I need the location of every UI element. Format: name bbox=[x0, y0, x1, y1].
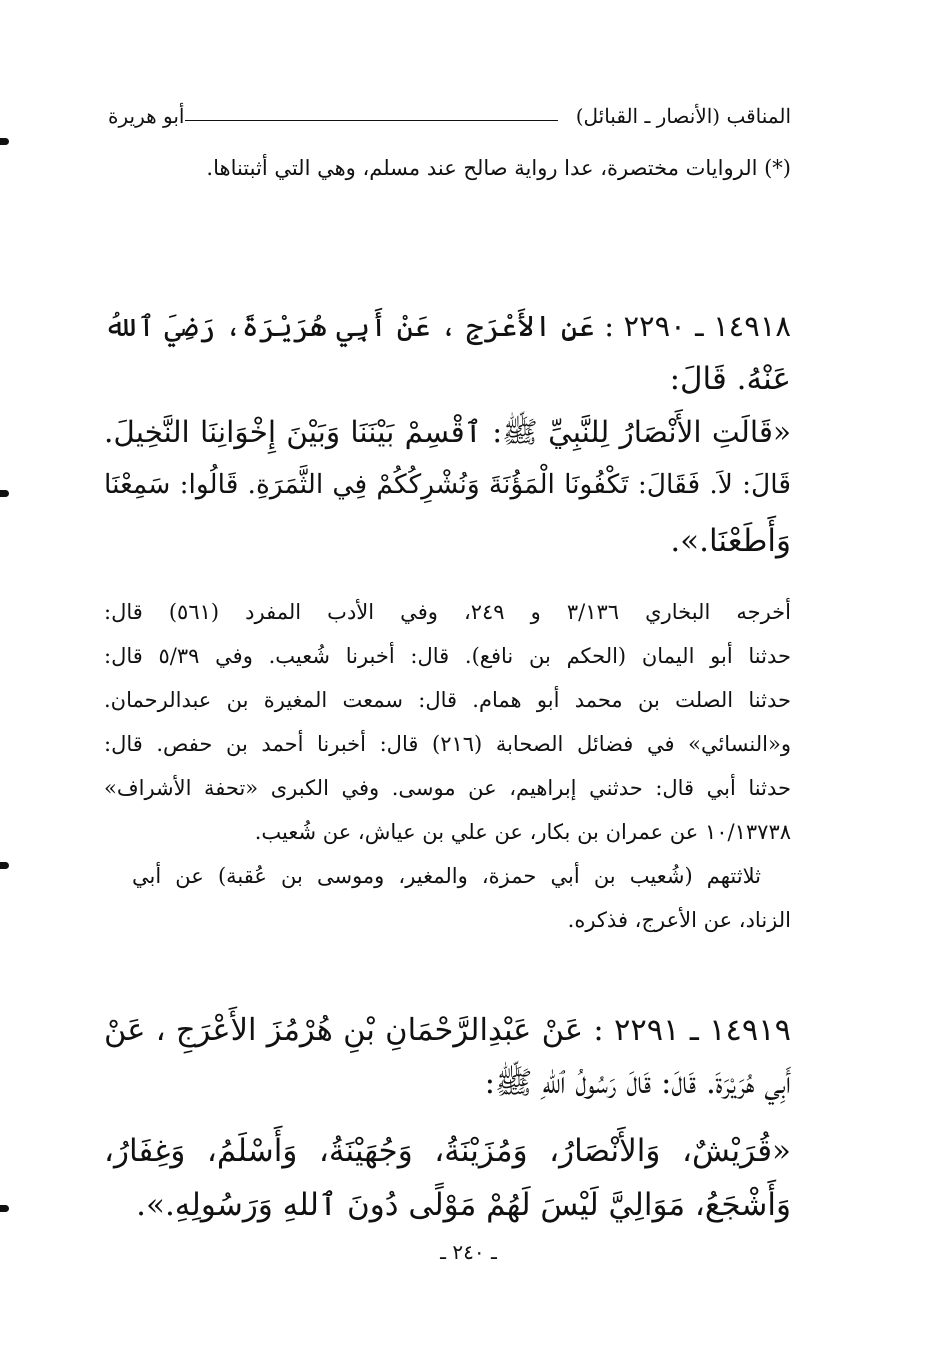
takhrij-line-8: الزناد، عن الأعرج، فذكره. bbox=[567, 908, 791, 932]
hadith-2-line-2: أَبِي هُرَيْرَةَ. قَالَ: قَالَ رَسُولُ ٱللهِ ﷺ: bbox=[484, 1065, 791, 1101]
running-header-chapter: المناقب (الأنصار ـ القبائل) bbox=[575, 104, 791, 128]
takhrij-line-5: حدثنا أبي قال: حدثني إبراهيم، عن موسى. وفي الكبرى «تحفة الأشراف» bbox=[104, 776, 791, 800]
hadith-1-line-1: ١٤٩١٨ ـ ٢٢٩٠ : عَنِ الأَعْرَجِ ، عَنْ أَبِي هُرَيْرَةَ، رَضِيَ ٱللهُ bbox=[104, 309, 791, 343]
running-header-narrator: أبو هريرة bbox=[108, 104, 185, 128]
hadith-2-line-3: «قُرَيْشٌ، وَالأَنْصَارُ، وَمُزَيْنَةُ، وَجُهَيْنَةُ، وَأَسْلَمُ، وَغِفَارُ، bbox=[104, 1133, 791, 1169]
scan-edge-mark bbox=[0, 1205, 9, 1212]
header-rule bbox=[185, 120, 558, 121]
takhrij-line-4: و«النسائي» في فضائل الصحابة (٢١٦) قال: أخبرنا أحمد بن حفص. قال: bbox=[104, 732, 791, 756]
hadith-2-line-4: وَأَشْجَعُ، مَوَالِيَّ لَيْسَ لَهُمْ مَوْلًى دُونَ ٱللهِ وَرَسُولِهِ.». bbox=[136, 1187, 791, 1223]
hadith-1-line-2: عَنْهُ. قَالَ: bbox=[669, 361, 791, 397]
page-number: ـ ٢٤٠ ـ bbox=[440, 1240, 497, 1264]
scan-edge-mark bbox=[0, 862, 9, 869]
takhrij-line-7: ثلاثتهم (شُعيب بن أبي حمزة، والمغير، وموسى بن عُقبة) عن أبي bbox=[132, 864, 761, 888]
takhrij-line-3: حدثنا الصلت بن محمد أبو همام. قال: سمعت المغيرة بن عبدالرحمان. bbox=[104, 688, 791, 712]
hadith-1-line-4: قَالَ: لاَ. فَقَالَ: تَكْفُونَا الْمَؤُنَةَ وَنُشْرِكُكُمْ فِي الثَّمَرَةِ. قَالُوا: سَمِعْنَا bbox=[104, 469, 791, 500]
takhrij-line-2: حدثنا أبو اليمان (الحكم بن نافع). قال: أخبرنا شُعيب. وفي ٥/٣٩ قال: bbox=[104, 644, 791, 668]
takhrij-line-6: ١٠/١٣٧٣٨ عن عمران بن بكار، عن علي بن عياش، عن شُعيب. bbox=[254, 820, 791, 844]
hadith-1-line-5: وَأَطَعْنَا.». bbox=[670, 523, 791, 559]
footnote: (*) الروايات مختصرة، عدا رواية صالح عند مسلم، وهي التي أثبتناها. bbox=[206, 156, 791, 180]
takhrij-line-1: أخرجه البخاري ٣/١٣٦ و ٢٤٩، وفي الأدب المفرد (٥٦١) قال: bbox=[104, 600, 791, 624]
hadith-1-line-3: «قَالَتِ الأَنْصَارُ لِلنَّبِيِّ ﷺ: ٱقْسِمْ بَيْنَنَا وَبَيْنَ إِخْوَانِنَا النَّخِيلَ. bbox=[104, 415, 791, 449]
hadith-2-line-1: ١٤٩١٩ ـ ٢٢٩١ : عَنْ عَبْدِالرَّحْمَانِ بْنِ هُرْمُزَ الأَعْرَجِ ، عَنْ bbox=[104, 1013, 791, 1048]
scan-edge-mark bbox=[0, 490, 9, 497]
scan-edge-mark bbox=[0, 138, 9, 145]
